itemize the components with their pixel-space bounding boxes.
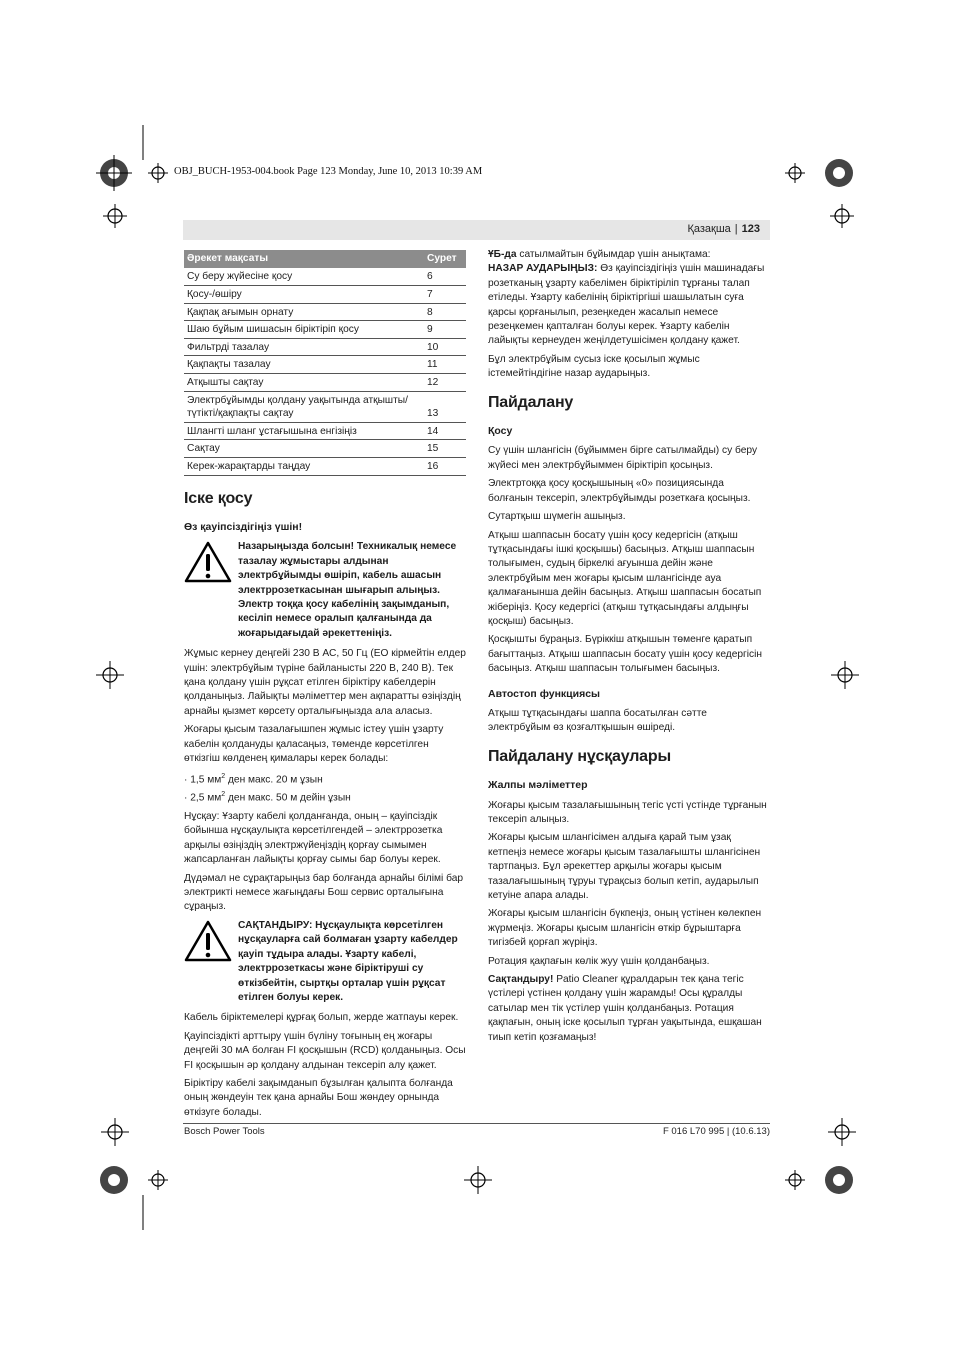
table-cell: Электрбұйымды қолдану уақытында атқышты/түтікті/қақпақты сақтау — [184, 391, 424, 422]
section-title-use: Пайдалану — [488, 393, 574, 411]
table-cell: Керек-жарақтарды таңдау — [184, 457, 424, 475]
warning-text-1: Назарыңызда болсын! Техникалық немесе тазалау жұмыстары алдынан электрбұйымды өшіріп, кабель ашасын электррозеткасынан шығарып алыңыз. Электр тоққа қосу кабелінің зақымданып, кесіліп немесе оралып қалғанында да жоғарыдағыдай әрекеттеніңіз. — [238, 541, 457, 639]
table-row — [184, 338, 466, 356]
crosshair-right-upper — [822, 200, 862, 240]
paragraph-damaged: Біріктіру кабелі зақымданып бұзылған қалыпта болғанда оның жөндеуін тек қана арнайы Бош жөндеу орнында өткізуге болады. — [184, 1077, 453, 1118]
paragraph-general-4: Ротация қақпағын көлік жуу үшін қолданбаңыз. — [488, 955, 710, 967]
table-cell: 12 — [424, 373, 466, 391]
paragraph-rcd: Қауіпсіздікті арттыру үшін бүліну тоғының ең жоғары деңгейі 30 мА болған FI қосқышын (RCD) қолданыңыз. Осы FI қосқышын әр қолдану алдынан тексеріп алу қажет. — [184, 1030, 466, 1071]
table-row — [184, 303, 466, 321]
table-cell: Қосу-/өшіру — [184, 286, 424, 304]
paragraph-attention: НАЗАР АУДАРЫҢЫЗ: Өз қауіпсіздігіңіз үшін машинадағы розетканың ұзарту кабелімен біріктіріліп тұрғаны талап етіледы. Ұзарту кабелінің біріктіргіші шашылатын суға қарсы қорғанылып, резеңкеден жасалып немесе резеңкемен қапталған болуы керек. Ұзарту кабелін лайықты кернеуден жеңілдетушісімен қолдану қажет. — [488, 263, 765, 347]
paragraph-no-water: Бұл электрбұйым сусыз іске қосылып жұмыс істемейтіндігіне назар аударыңыз. — [488, 353, 700, 380]
safety-heading: Өз қауіпсіздігіңіз үшін! — [184, 520, 303, 533]
paragraph-doubt: Дүдәмал не сұрақтарыңыз бар болғанда арнайы білімі бар электрикті немесе жағыңдағы Бош сервис орталығына сұраңыз. — [184, 872, 464, 913]
table-row — [184, 440, 466, 458]
header-language: Қазақша — [687, 223, 731, 235]
footer-doc-number: F 016 L70 995 | (10.6.13) — [662, 1126, 770, 1137]
paragraph-voltage: Жұмыс кернеу деңгейі 230 В АС, 50 Гц (ЕО кірмейтін елдер үшін: электрбұйым түріне байланысты 220 В, 240 В). Тек қана қолдану үшін рұқсат етілген біріктіру кабелдерін қолданыңыз. Лайықты мәліметтер мен ақпаратты өзіңіздің арнайы қызмет көрсету орталығыңызда ала аласыз. — [184, 648, 466, 717]
table-cell: 9 — [424, 321, 466, 339]
table-cell: Су беру жүйесіне қосу — [184, 268, 424, 285]
paragraph-general-1: Жоғары қысым тазалағышының тегіс үсті үстінде тұрғанын тексеріп алыңыз. — [488, 799, 767, 825]
crosshair-bottom-center — [458, 1162, 498, 1202]
paragraph-switch: Электртоққа қосу қосқышының «0» позициясында болғанын тексеріп, электрбұйымды розеткаға қосыңыз. — [488, 478, 751, 504]
reg-mark-bottom-right — [775, 1140, 885, 1230]
page-header-bar — [183, 220, 770, 240]
table-row — [184, 268, 466, 285]
table-cell: 6 — [424, 268, 466, 285]
table-cell: 10 — [424, 338, 466, 356]
table-cell: 8 — [424, 303, 466, 321]
table-cell: Қақпақ ағымын орнату — [184, 303, 424, 321]
paragraph-trigger: Атқыш шаппасын босату үшін қосу кедергісін (атқыш тұтқасындағы ішкі қосқышы) басыңыз. Атқыш шаппасын толығымен, судың біркелкі ағуынша дейін және электрбұйым мен жоғары қысым шлангісінде ауа қалмағанынша дейін басыңыз. Атқыш шаппасын босатып жіберіңіз. Қосу кедергісі (атқыш тұтқасындағы алдыңғы қосқыш) басыңыз. — [488, 529, 762, 627]
table-row — [184, 457, 466, 475]
operations-table — [184, 250, 466, 476]
paragraph-note: Нұсқау: Ұзарту кабелі қолданғанда, оның – қауіпсіздік бойынша нұсқаулықта көрсетілгендей – электррозетка арқылы өзіңіздің электржүйеңіздің қорғау сымымен жапсарланған лайықты қорғау сымы бар болуы керек. — [184, 811, 443, 866]
warning-block-2 — [184, 919, 466, 1005]
table-row — [184, 356, 466, 374]
book-info-line: OBJ_BUCH-1953-004.book Page 123 Monday, June 10, 2013 10:39 AM — [174, 166, 483, 177]
page-number: 123 — [741, 223, 760, 235]
header-separator: | — [734, 223, 738, 235]
table-cell: Шаю бұйым шишасын біріктіріп қосу — [184, 321, 424, 339]
table-row — [184, 373, 466, 391]
paragraph-dry: Кабель біріктемелері құрғақ болып, жерде жатпауы керек. — [184, 1012, 459, 1024]
subheading-autostop: Автостоп функциясы — [488, 687, 601, 700]
table-cell: Сақтау — [184, 440, 424, 458]
crosshair-right-middle — [825, 655, 865, 695]
section-title-instructions: Пайдалану нұсқаулары — [488, 747, 671, 765]
table-cell: 13 — [424, 391, 466, 422]
table-cell: Шлангті шланг ұстағышына енгізіңіз — [184, 422, 424, 440]
warning-triangle-icon — [184, 919, 232, 963]
paragraph-general-2: Жоғары қысым шлангісімен алдыға қарай тым ұзақ кетпеңіз немесе жоғары қысым тазалағышты шлангісінен тартпаңыз. Бұл әрекеттер арқылы жоғары қысым тазалағышының тұруы тұрақсыз болып кетіп, аударылып кетуіне апара алады. — [488, 832, 761, 902]
warning-triangle-icon — [184, 540, 232, 584]
table-cell: Қақпақты тазалау — [184, 356, 424, 374]
right-column — [488, 248, 770, 1049]
table-cell: Фильтрді тазалау — [184, 338, 424, 356]
reg-mark-bottom-left — [60, 1140, 170, 1230]
paragraph-general-5: Сақтандыру! Patio Cleaner құралдарын тек қана тегіс үстілері үстінен қолдану үшін жарамды! Осы құралды сатылар мен тік үстілер үшін қолданбаңыз. Ротация қақпағын, оның іске қосылып тұрған уақытында, ешқашан тиып кетіп қозғамаңыз! — [488, 974, 762, 1043]
table-row — [184, 391, 466, 422]
left-column — [184, 250, 466, 1124]
subheading-general: Жалпы мәліметтер — [488, 779, 588, 792]
section-title-startup: Іске қосу — [184, 489, 253, 507]
table-cell: 7 — [424, 286, 466, 304]
paragraph-turn: Қосқышты бұраңыз. Бүріккіш атқышын төменге қаратып бағыттаңыз. Атқыш шаппасын босату үшін қосу кедергісін басыңыз. Атқыш шаппасын толығымен басыңыз. — [488, 634, 763, 675]
paragraph-extension: Жоғары қысым тазалағышпен жұмыс істеу үшін ұзарту кабелін қолдануды қаласаңыз, төменде көрсетілген өткізгіш көлденең қималары керек болады: — [184, 724, 444, 765]
table-cell: 16 — [424, 457, 466, 475]
footer-rule — [183, 1123, 770, 1124]
list-item: · 2,5 $мм^2$ ден макс. 50 м дейін ұзын — [184, 791, 351, 804]
paragraph-general-3: Жоғары қысым шлангісін бүкпеңіз, оның үстінен көлекпен жүрмеңіз. Жоғары қысым шлангісін өткір бұрыштарға тигізбей қорғап жүріңіз. — [488, 908, 762, 949]
page-header — [687, 223, 760, 235]
crosshair-left-upper — [95, 200, 135, 240]
table-row — [184, 422, 466, 440]
paragraph-uk: ҰБ-да сатылмайтын бұйымдар үшін анықтама: — [488, 249, 711, 260]
table-row — [184, 286, 466, 304]
table-header-row — [184, 250, 466, 268]
footer-brand: Bosch Power Tools — [184, 1126, 265, 1137]
warning-text-2: САҚТАНДЫРУ: Нұсқаулықта көрсетілген нұсқауларға сай болмаған ұзарту кабелдер қауіп тұдыра алады. Ұзарту кабелі, электррозеткасы және біріктіруші су өткізбейтін, сыртқы орталар үшін рұқсат етілген болуы керек. — [238, 919, 458, 1003]
table-cell: 11 — [424, 356, 466, 374]
subheading-switch-on: Қосу — [488, 425, 513, 438]
list-item: · 1,5 $мм^2$ ден макс. 20 м ұзын — [184, 773, 323, 786]
table-cell: 14 — [424, 422, 466, 440]
paragraph-hose: Су үшін шлангісін (бұйыммен бірге сатылмайды) су беру жүйесі мен электрбұйыммен біріктіріп қосыңыз. — [488, 445, 758, 471]
paragraph-tap: Сутартқыш шүмегін ашыңыз. — [488, 511, 626, 523]
table-header-cell: Әрекет мақсаты — [184, 250, 424, 268]
table-cell: 15 — [424, 440, 466, 458]
table-header-cell: Сурет — [424, 250, 466, 268]
warning-block-1 — [184, 540, 466, 641]
crosshair-left-middle — [90, 655, 130, 695]
paragraph-autostop: Атқыш тұтқасындағы шаппа босатылған сәтте электрбұйым өз қозғалтқышын өшіреді. — [488, 707, 707, 734]
table-cell: Атқышты сақтау — [184, 373, 424, 391]
table-row — [184, 321, 466, 339]
